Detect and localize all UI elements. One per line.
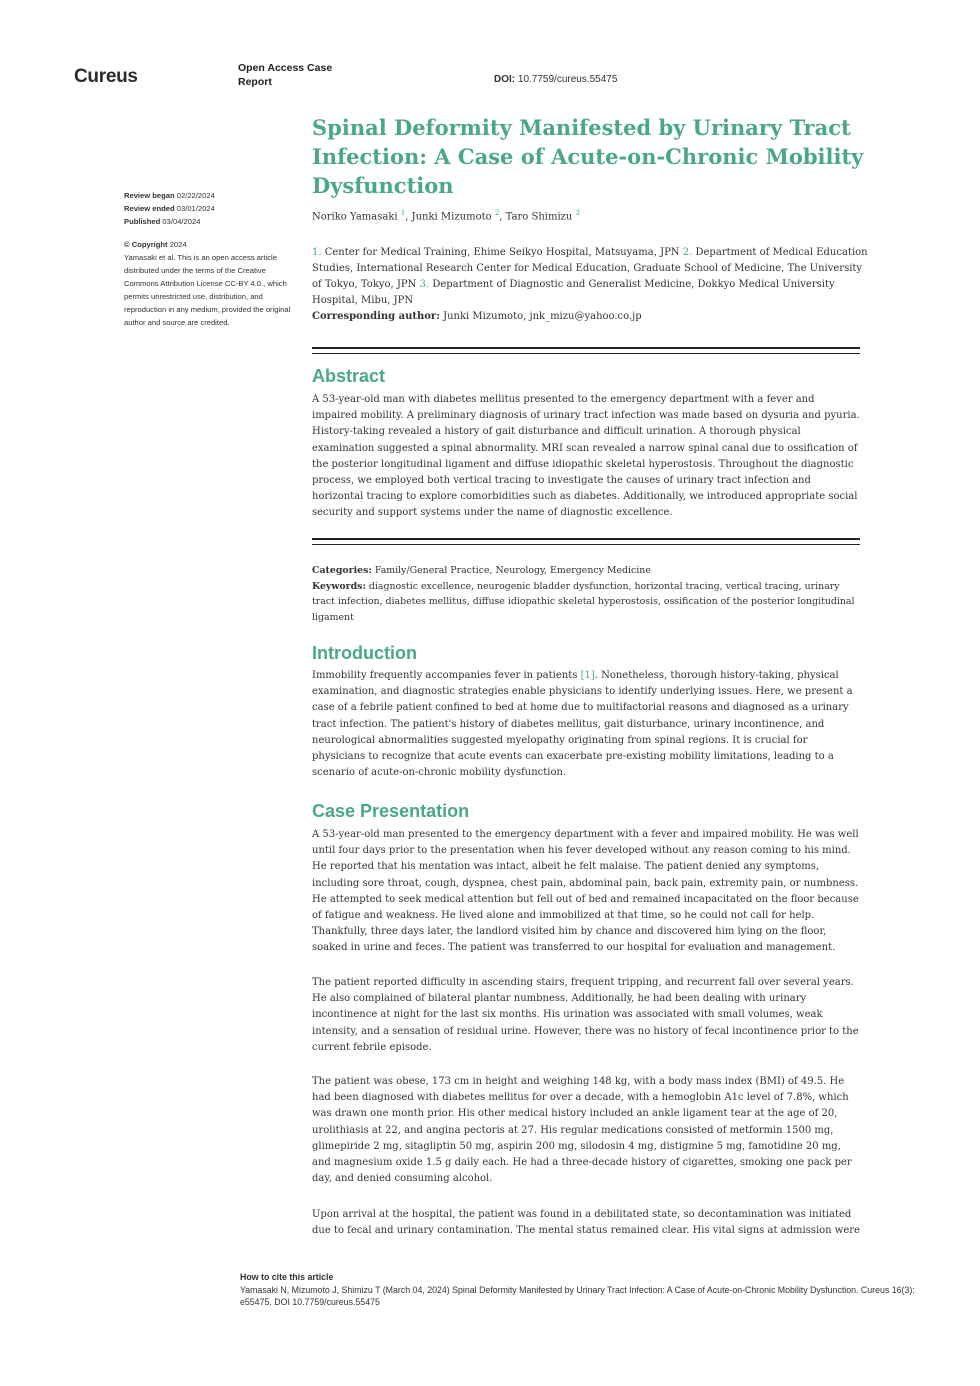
journal-logo: Cureus <box>74 66 138 87</box>
affiliation-number: 1. <box>312 247 322 258</box>
keywords-label: Keywords: <box>312 580 366 592</box>
review-began <box>124 189 292 202</box>
doi-value[interactable]: 10.7759/cureus.55475 <box>517 74 618 85</box>
review-ended-label: Review ended <box>124 204 175 213</box>
corresponding-author <box>312 311 868 322</box>
author-affil-ref[interactable]: 2 <box>494 209 500 217</box>
author-separator: , <box>499 211 506 223</box>
affiliation-number: 2. <box>682 247 693 258</box>
author-name: Taro Shimizu <box>505 211 573 223</box>
copyright <box>124 238 292 251</box>
copyright-label: © Copyright <box>124 240 168 249</box>
keywords-value: diagnostic excellence, neurogenic bladder dysfunction, horizontal tracing, vertical tracing, urinary tract infection, diabetes mellitus, diffuse idiopathic skeletal hyperostosis, ossification of the posterior longitudinal ligament <box>312 580 855 623</box>
article-title: Spinal Deformity Manifested by Urinary Tract Infection: A Case of Acute-on-Chronic Mobility Dysfunction <box>312 115 864 198</box>
affiliation-text: Center for Medical Training, Ehime Seikyo Hospital, Matsuyama, JPN <box>324 247 680 258</box>
intro-text-part: Immobility frequently accompanies fever in patients <box>312 670 581 681</box>
review-began-date: 02/22/2024 <box>176 191 215 200</box>
affiliation-text: Department of Diagnostic and Generalist Medicine, Dokkyo Medical University Hospital, Mibu, JPN <box>312 279 835 306</box>
affiliations <box>312 245 868 309</box>
author-name: Noriko Yamasaki <box>312 211 398 223</box>
keywords <box>312 579 860 626</box>
published-date: 03/04/2024 <box>162 217 201 226</box>
case-paragraph: Upon arrival at the hospital, the patient was found in a debilitated state, so decontamination was initiated due to fecal and urinary contamination. The mental status remained clear. His vital signs at admission were <box>312 1209 860 1237</box>
abstract-text: A 53-year-old man with diabetes mellitus presented to the emergency department with a fever and impaired mobility. A preliminary diagnosis of urinary tract infection was made based on dysuria and pyuria. History-taking revealed a history of gait disturbance and difficult urination. A thorough physical examination suggested a spinal abnormality. MRI scan revealed a narrow spinal canal due to ossification of the posterior longitudinal ligament and diffuse idiopathic skeletal hyperostosis. Throughout the diagnostic process, we employed both vertical tracing to investigate the causes of urinary tract infection and horizontal tracing to explore comorbidities such as diabetes. Additionally, we introduced appropriate social security and support systems under the name of diagnostic excellence. <box>312 394 860 519</box>
categories-label: Categories: <box>312 565 372 576</box>
divider <box>312 353 860 354</box>
doi <box>494 74 617 85</box>
how-to-cite <box>240 1271 930 1309</box>
author-name: Junki Mizumoto <box>411 211 492 223</box>
license-text: Yamasaki et al. This is an open access article distributed under the terms of the Creative Commons Attribution License CC-BY 4.0., which permits unrestricted use, distribution, and reproduction in any medium, provided the original author and source are credited. <box>124 253 291 327</box>
case-heading: Case Presentation <box>312 801 470 821</box>
divider <box>312 544 860 545</box>
categories-value: Family/General Practice, Neurology, Emergency Medicine <box>374 565 651 576</box>
corresponding-value[interactable]: Junki Mizumoto, jnk_mizu@yahoo.co.jp <box>443 311 642 322</box>
article-sidebar <box>124 189 292 329</box>
introduction-text <box>312 668 860 781</box>
intro-text-part: . Nonetheless, thorough history-taking, physical examination, and diagnostic strategies enable physicians to identify underlying issues. Here, we present a case of a febrile patient confined to bed at home due to multifactorial reasons and diagnosed as a urinary tract infection. The patient's history of diabetes mellitus, gait disturbance, urinary incontinence, and neurological abnormalities suggested myelopathy originating from spinal regions. It is crucial for physicians to recognize that acute events can exacerbate pre-existing mobility limitations, leading to a scenario of acute-on-chronic mobility dysfunction. <box>312 670 853 779</box>
affiliation-number: 3. <box>419 279 430 290</box>
how-to-cite-title: How to cite this article <box>240 1272 334 1282</box>
corresponding-label: Corresponding author: <box>312 311 440 322</box>
affiliation-text: Department of Medical Education Studies, International Research Center for Medical Education, Graduate School of Medicine, The University of Tokyo, Tokyo, JPN <box>312 247 868 290</box>
case-paragraph: The patient reported difficulty in ascending stairs, frequent tripping, and recurrent fall over several years. He also complained of bilateral plantar numbness. Additionally, he had been dealing with urinary incontinence at night for the last six months. His urination was associated with small volumes, weak intensity, and a sensation of residual urine. However, there was no history of fecal incontinence prior to the current febrile episode. <box>312 977 859 1053</box>
review-ended-date: 03/01/2024 <box>176 204 215 213</box>
categories <box>312 563 860 579</box>
case-paragraph: A 53-year-old man presented to the emergency department with a fever and impaired mobility. He was well until four days prior to the presentation when his fever developed without any reason coming to his mind. He reported that his mentation was intact, albeit he felt malaise. The patient denied any symptoms, including sore throat, cough, dyspnea, chest pain, abdominal pain, back pain, extremity pain, or numbness. He attempted to seek medical attention but fell out of bed and remained incapacitated on the floor because of fatigue and weakness. He lived alone and immobilized at that time, so he could not call for help. Thankfully, three days later, the landlord visited him by chance and discovered him lying on the floor, soaked in urine and feces. The patient was transferred to our hospital for evaluation and management. <box>312 829 859 954</box>
how-to-cite-text: Yamasaki N, Mizumoto J, Shimizu T (March 04, 2024) Spinal Deformity Manifested by Urinary Tract Infection: A Case of Acute-on-Chronic Mobility Dysfunction. Cureus 16(3): e55475. DOI 10.7759/cureus.55475 <box>240 1284 915 1307</box>
review-ended <box>124 202 292 215</box>
categories-keywords <box>312 563 860 625</box>
copyright-year: 2024 <box>169 240 187 249</box>
author-affil-ref[interactable]: 3 <box>575 209 581 217</box>
citation-link[interactable]: [1] <box>580 670 595 681</box>
report-type: Open Access Case Report <box>238 62 333 88</box>
case-paragraph: The patient was obese, 173 cm in height and weighing 148 kg, with a body mass index (BMI) of 49.5. He had been diagnosed with diabetes mellitus for over a decade, with a hemoglobin A1c level of 7.8%, which was drawn one month prior. His other medical history included an ankle ligament tear at the age of 20, urolithiasis at 22, and angina pectoris at 27. His regular medications consisted of metformin 1500 mg, glimepiride 2 mg, sitagliptin 50 mg, aspirin 200 mg, silodosin 4 mg, distigmine 5 mg, famotidine 20 mg, and magnesium oxide 1.5 g daily each. He had a three-decade history of cigarettes, smoking one pack per day, and denied consuming alcohol. <box>312 1076 852 1185</box>
abstract-heading: Abstract <box>312 366 386 386</box>
author-separator: , <box>405 211 412 223</box>
author-affil-ref[interactable]: 1 <box>400 209 406 217</box>
divider <box>312 538 860 540</box>
divider <box>312 347 860 349</box>
review-began-label: Review began <box>124 191 175 200</box>
introduction-heading: Introduction <box>312 643 417 663</box>
published-label: Published <box>124 217 161 226</box>
published <box>124 215 292 228</box>
doi-label: DOI: <box>494 74 516 85</box>
author-list <box>312 209 872 222</box>
